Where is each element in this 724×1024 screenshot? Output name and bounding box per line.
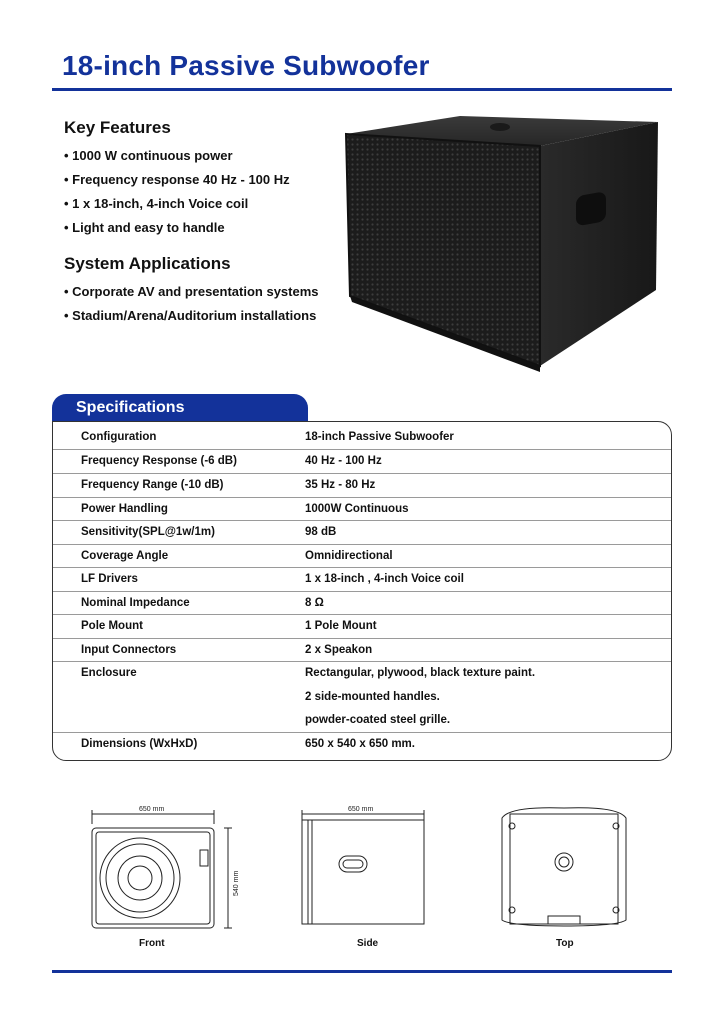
table-row (53, 474, 671, 498)
spec-key: Sensitivity(SPL@1w/1m) (81, 526, 215, 538)
specifications-heading: Specifications (76, 399, 185, 416)
spec-key: Enclosure (81, 667, 137, 679)
top-caption: Top (556, 938, 574, 949)
subwoofer-photo (340, 112, 670, 382)
table-row (53, 521, 671, 545)
title-divider (52, 88, 672, 91)
feature-item: • Light and easy to handle (64, 216, 344, 240)
table-row (53, 639, 671, 662)
table-row (53, 426, 671, 450)
table-row (53, 592, 671, 615)
system-applications-heading: System Applications (64, 254, 231, 273)
spec-key: Frequency Range (-10 dB) (81, 479, 224, 491)
spec-key: Dimensions (WxHxD) (81, 738, 198, 750)
feature-item: • 1 x 18-inch, 4-inch Voice coil (64, 192, 344, 216)
specifications-table (52, 421, 672, 761)
key-features-heading: Key Features (64, 118, 171, 137)
spec-value: 8 Ω (305, 597, 324, 609)
table-row (53, 498, 671, 521)
table-row (53, 662, 671, 733)
application-item: • Corporate AV and presentation systems (64, 280, 344, 304)
spec-value: 1 x 18-inch , 4-inch Voice coil (305, 573, 464, 585)
table-row (53, 545, 671, 568)
top-view-drawing (502, 808, 626, 926)
table-row (53, 568, 671, 592)
feature-item: • Frequency response 40 Hz - 100 Hz (64, 168, 344, 192)
spec-key: Nominal Impedance (81, 597, 190, 609)
spec-value: 18-inch Passive Subwoofer (305, 431, 454, 443)
spec-value: 1000W Continuous (305, 503, 409, 515)
spec-key: Pole Mount (81, 620, 143, 632)
spec-value: 1 Pole Mount (305, 620, 377, 632)
front-height-label: 540 mm (233, 870, 240, 896)
dimension-drawings (52, 800, 672, 960)
applications-list (64, 280, 344, 328)
spec-value: 650 x 540 x 650 mm. (305, 738, 415, 750)
side-width-label: 650 mm (348, 806, 374, 813)
page-title: 18-inch Passive Subwoofer (62, 50, 430, 81)
spec-value: Omnidirectional (305, 550, 393, 562)
spec-key: Frequency Response (-6 dB) (81, 455, 237, 467)
spec-value: 40 Hz - 100 Hz (305, 455, 382, 467)
spec-value: 98 dB (305, 526, 337, 538)
bottom-divider (52, 970, 672, 973)
features-section (64, 118, 344, 342)
spec-key: Configuration (81, 431, 157, 443)
spec-key: LF Drivers (81, 573, 138, 585)
feature-item: • 1000 W continuous power (64, 144, 344, 168)
spec-value: 2 side-mounted handles. (305, 690, 440, 703)
front-caption: Front (139, 938, 165, 949)
application-item: • Stadium/Arena/Auditorium installations (64, 304, 344, 328)
front-view-drawing (92, 810, 232, 928)
spec-key: Power Handling (81, 503, 168, 515)
front-width-label: 650 mm (139, 806, 165, 813)
table-row (53, 450, 671, 474)
table-row (53, 615, 671, 639)
spec-value: 2 x Speakon (305, 644, 373, 656)
spec-value: powder-coated steel grille. (305, 714, 451, 726)
specifications-tab (52, 394, 308, 422)
spec-key: Coverage Angle (81, 550, 169, 562)
table-row (53, 733, 671, 757)
side-view-drawing (302, 810, 424, 924)
spec-value: Rectangular, plywood, black texture paint. (305, 667, 536, 679)
side-caption: Side (357, 938, 379, 949)
spec-key: Input Connectors (81, 644, 177, 656)
key-features-list (64, 144, 344, 240)
spec-value: 35 Hz - 80 Hz (305, 479, 376, 491)
